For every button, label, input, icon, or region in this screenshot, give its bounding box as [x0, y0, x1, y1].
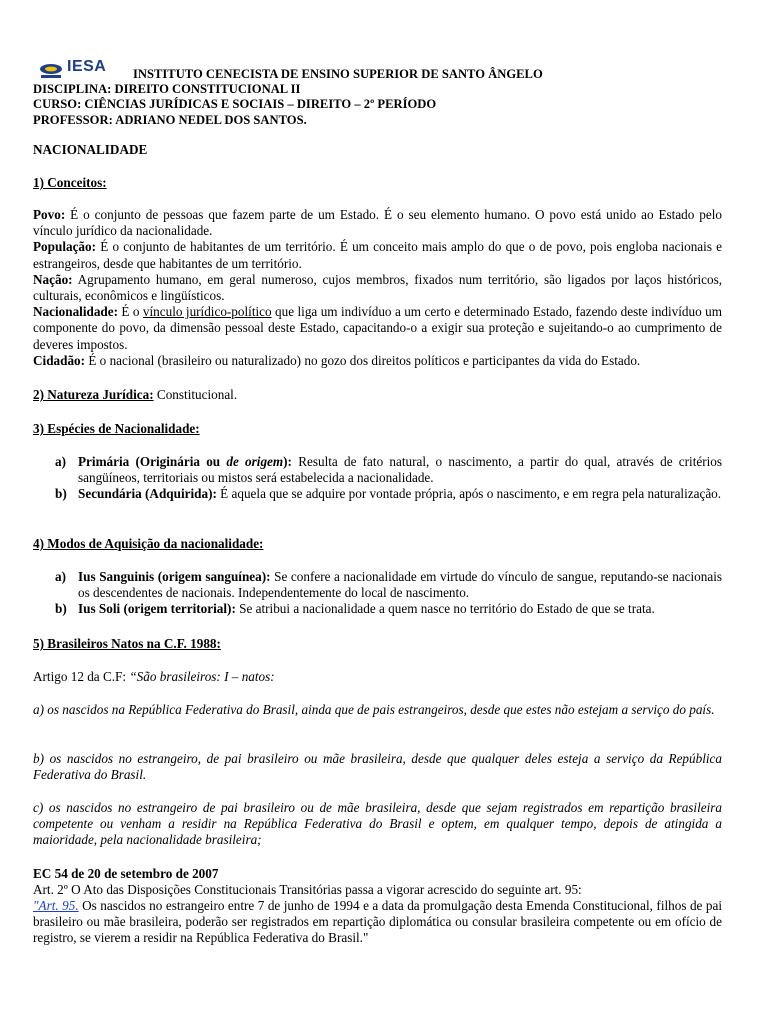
- section-1-concepts: [33, 207, 722, 369]
- art-95-link[interactable]: "Art. 95.: [33, 898, 79, 913]
- list-item: a) Primária (Originária ou de origem): Resulta de fato natural, o nascimento, a partir do qual, através de critérios sangüíneos, territoriais ou mistos será estabelecida a nacionalidade.: [55, 454, 722, 486]
- section-3-list: [55, 454, 722, 503]
- art-12-intro: Artigo 12 da C.F: “São brasileiros: I – natos:: [33, 669, 275, 684]
- section-2: 2) Natureza Jurídica: Constitucional.: [33, 387, 238, 402]
- list-item: b) Secundária (Adquirida): É aquela que se adquire por vontade própria, após o nascimento, e em regra pela naturalização.: [55, 486, 722, 502]
- section-1-heading: 1) Conceitos:: [33, 175, 107, 190]
- concept-povo: Povo: É o conjunto de pessoas que fazem parte de um Estado. É o seu elemento humano. O povo está unido ao Estado pelo vínculo jurídico da nacionalidade.: [33, 207, 722, 239]
- logo-text: IESA: [67, 58, 107, 75]
- list-item: a) Ius Sanguinis (origem sanguínea): Se confere a nacionalidade em virtude do vínculo de sangue, reputando-se nacionais os descendentes de nacionais. Independentemente do local de nascimento.: [55, 569, 722, 601]
- ec-art-95: "Art. 95. Os nascidos no estrangeiro entre 7 de junho de 1994 e a data da promulgação desta Emenda Constitucional, filhos de pai brasileiro ou mãe brasileira, poderão ser registrados em repartição diplomática ou consular brasileira competente ou em ofício de registro, se vierem a residir na República Federativa do Brasil.": [33, 898, 722, 946]
- discipline-line: DISCIPLINA: DIREITO CONSTITUCIONAL II: [33, 82, 301, 97]
- page-title: NACIONALIDADE: [33, 142, 148, 157]
- concept-nacionalidade: Nacionalidade: É o vínculo jurídico-político que liga um indivíduo a um certo e determinado Estado, fazendo deste indivíduo um componente do povo, da dimensão pessoal deste Estado, capacitando-o a exigir sua proteção e sujeitando-o ao cumprimento de deveres impostos.: [33, 304, 722, 352]
- concept-cidadao: Cidadão: É o nacional (brasileiro ou naturalizado) no gozo dos direitos políticos e participantes da vida do Estado.: [33, 352, 641, 368]
- section-4-list: [55, 569, 722, 618]
- concept-populacao: População: É o conjunto de habitantes de um território. É um conceito mais amplo do que o de povo, pois engloba nacionais e estrangeiros, desde que habitantes de um território.: [33, 239, 722, 271]
- course-line: CURSO: CIÊNCIAS JURÍDICAS E SOCIAIS – DIREITO – 2º PERÍODO: [33, 97, 437, 112]
- concept-nacao: Nação: Agrupamento humano, em geral numeroso, cujos membros, fixados num território, são ligados por laços históricos, culturais, econômicos e lingüísticos.: [33, 271, 722, 304]
- institution-name: INSTITUTO CENECISTA DE ENSINO SUPERIOR DE SANTO ÂNGELO: [133, 67, 543, 81]
- professor-line: PROFESSOR: ADRIANO NEDEL DOS SANTOS.: [33, 112, 307, 127]
- document-header: [33, 67, 722, 128]
- art-12-item-a: a) os nascidos na República Federativa do Brasil, ainda que de pais estrangeiros, desde que estes não estejam a serviço do país.: [33, 702, 715, 717]
- list-item: b) Ius Soli (origem territorial): Se atribui a nacionalidade a quem nasce no território do Estado de que se trata.: [55, 601, 655, 617]
- art-12-item-c: c) os nascidos no estrangeiro de pai brasileiro ou de mãe brasileira, desde que sejam registrados em repartição brasileira competente ou venham a residir na República Federativa do Brasil e optem, em qualquer tempo, depois de atingida a maioridade, pela nacionalidade brasileira;: [33, 800, 722, 848]
- section-3-heading: 3) Espécies de Nacionalidade:: [33, 421, 200, 436]
- section-5-heading: 5) Brasileiros Natos na C.F. 1988:: [33, 636, 221, 651]
- section-4-heading: 4) Modos de Aquisição da nacionalidade:: [33, 536, 264, 551]
- ec-line-1: Art. 2º O Ato das Disposições Constitucionais Transitórias passa a vigorar acrescido do seguinte art. 95:: [33, 882, 582, 897]
- ec-heading: EC 54 de 20 de setembro de 2007: [33, 866, 219, 881]
- art-12-item-b: b) os nascidos no estrangeiro, de pai brasileiro ou mãe brasileira, desde que qualquer deles esteja a serviço da República Federativa do Brasil.: [33, 751, 722, 783]
- section-2-heading: 2) Natureza Jurídica:: [33, 387, 154, 402]
